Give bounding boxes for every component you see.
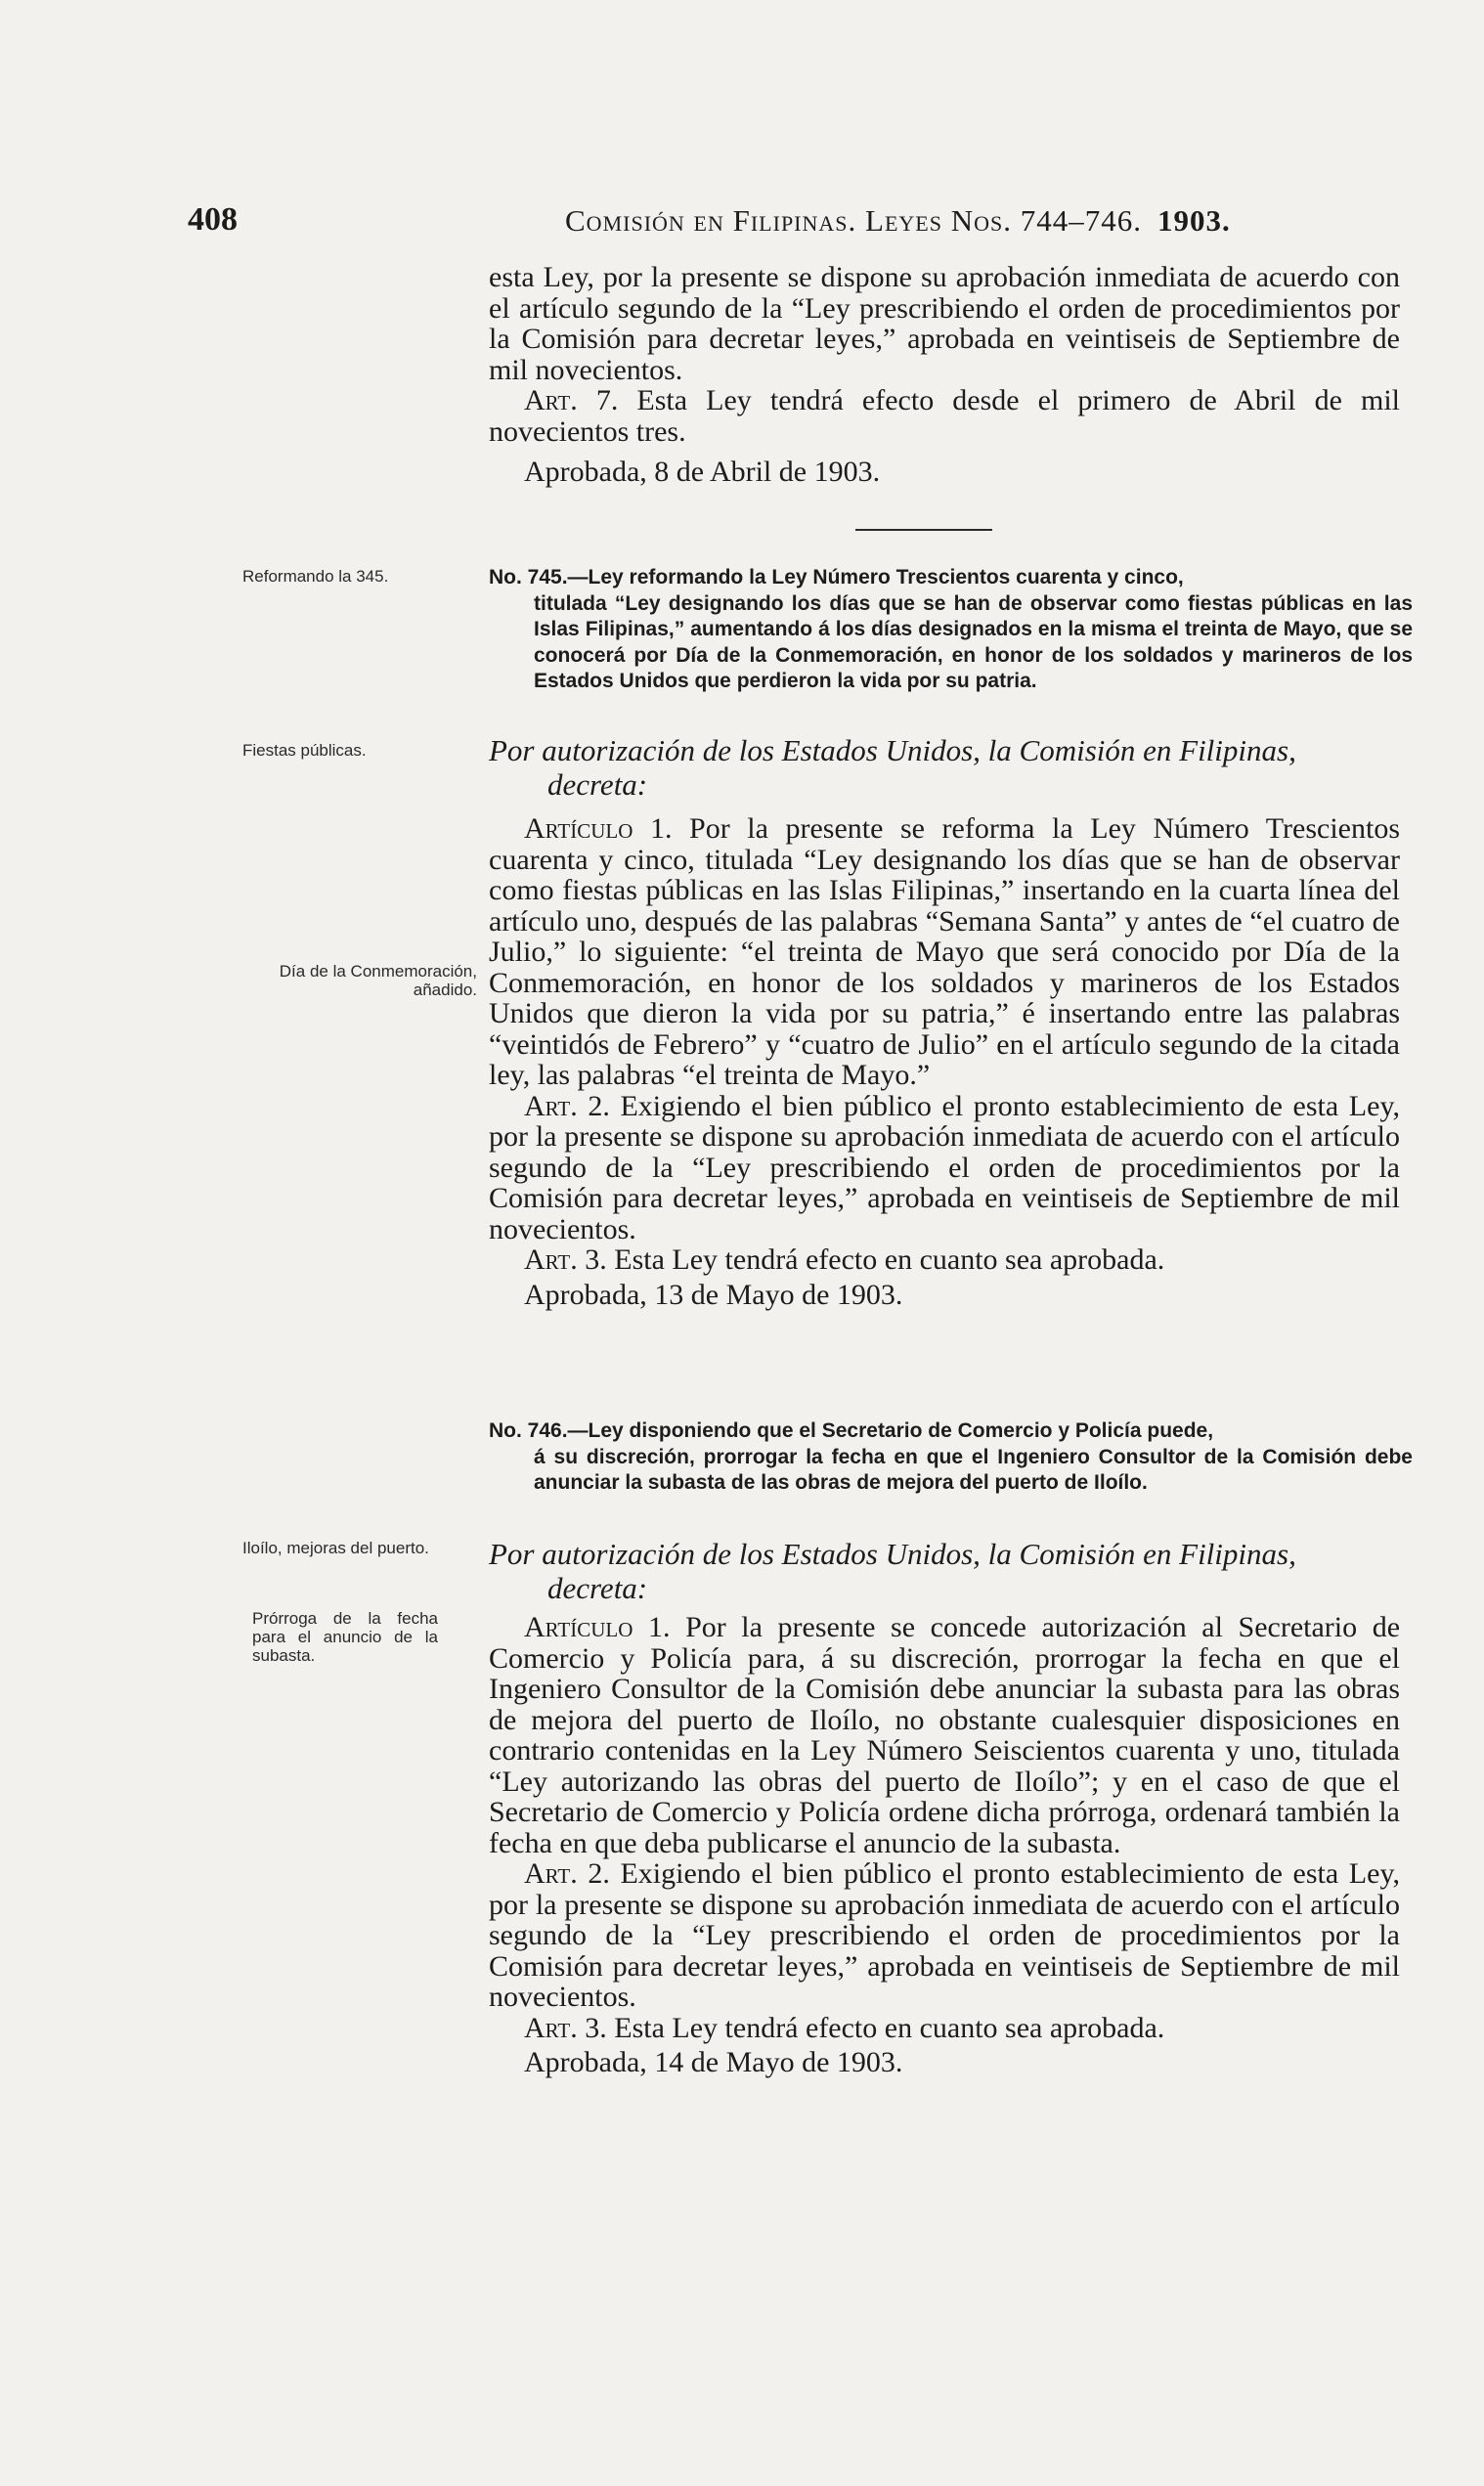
law-746-title-first: No. 746.—Ley disponiendo que el Secretario de Comercio y Policía puede, — [489, 1419, 1214, 1442]
law-745-enacting — [489, 733, 1400, 802]
article-1: Artículo 1. Por la presente se reforma la Ley Número Trescientos cuarenta y cinco, titulada “Ley designando los días que se han de observar como fiestas públicas en las Islas Filipinas,” insertando en la cuarta línea del artículo uno, después de las palabras “Semana Santa” y antes de “el cuatro de Julio,” lo siguiente: “el treinta de Mayo que será conocido por Día de la Conmemoración, en honor de los soldados y marineros de los Estados Unidos que dieron la vida por su patria,” é insertando entre las palabras “veintidós de Febrero” y “cuatro de Julio” en el artículo segundo de la citada ley, las palabras “el treinta de Mayo.” — [489, 812, 1400, 1091]
law-746-title-rest: á su discreción, prorrogar la fecha en que el Ingeniero Consultor de la Comisión debe anunciar la subasta de las obras de mejora del puerto de Iloílo. — [534, 1445, 1413, 1494]
article-label: Art. 3. — [524, 2011, 607, 2044]
approval-date: Aprobada, 13 de Mayo de 1903. — [524, 1278, 903, 1311]
enacting-clause: Por autorización de los Estados Unidos, la Comisión en Filipinas, — [489, 733, 1296, 767]
margin-note-reformando: Reformando la 345. — [242, 567, 389, 586]
article-3: Art. 3. Esta Ley tendrá efecto en cuanto sea aprobada. — [524, 1243, 1165, 1276]
article-2: Art. 2. Exigiendo el bien público el pronto establecimiento de esta Ley, por la presente se dispone su aprobación inmediata de acuerdo con el artículo segundo de la “Ley prescribiendo el orden de procedimientos por la Comisión para decretar leyes,” aprobada en veintiseis de Septiembre de mil novecientos. — [489, 1857, 1401, 2013]
law-746-body — [489, 1612, 1400, 2077]
article-label: Art. 2. — [524, 1857, 610, 1890]
running-title: Comisión en Filipinas. Leyes Nos. 744–746. 1903. — [565, 203, 1231, 238]
article-label: Art. 2. — [524, 1089, 610, 1122]
law-744-continuation — [489, 262, 1400, 487]
law-745-body — [489, 813, 1400, 1310]
decreta: decreta: — [547, 767, 648, 802]
decreta: decreta: — [547, 1571, 648, 1605]
law-745-title-first: No. 745.—Ley reformando la Ley Número Trescientos cuarenta y cinco, — [489, 566, 1184, 589]
article-2: Art. 2. Exigiendo el bien público el pronto establecimiento de esta Ley, por la presente se dispone su aprobación inmediata de acuerdo con el artículo segundo de la “Ley prescribiendo el orden de procedimientos por la Comisión para decretar leyes,” aprobada en veintiseis de Septiembre de mil novecientos. — [489, 1089, 1401, 1245]
running-year: 1903. — [1157, 203, 1231, 238]
law-746-enacting — [489, 1537, 1400, 1605]
continuation-paragraph: esta Ley, por la presente se dispone su aprobación inmediata de acuerdo con el artículo segundo de la “Ley prescribiendo el orden de procedimientos por la Comisión para decretar leyes,” aprobada en veintiseis de Septiembre de mil novecientos. — [489, 261, 1400, 386]
approval-date: Aprobada, 14 de Mayo de 1903. — [524, 2046, 903, 2078]
margin-note-prorroga: Prórroga de la fecha para el anuncio de la subasta. — [252, 1609, 438, 1665]
section-divider — [855, 529, 992, 531]
running-header — [0, 201, 1484, 240]
law-746-title — [489, 1418, 1413, 1497]
enacting-clause: Por autorización de los Estados Unidos, la Comisión en Filipinas, — [489, 1537, 1296, 1571]
article-label: Art. 7. — [524, 384, 619, 416]
article-3: Art. 3. Esta Ley tendrá efecto en cuanto sea aprobada. — [524, 2011, 1165, 2044]
law-745-title-rest: titulada “Ley designando los días que se han de observar como fiestas públicas en las Islas Filipinas,” aumentando á los días designados en la misma el treinta de Mayo, que se conocerá por Día de la Conmemoración, en honor de los soldados y marineros de los Estados Unidos que perdieron la vida por su patria. — [534, 591, 1413, 692]
margin-note-iloilo: Iloílo, mejoras del puerto. — [242, 1539, 429, 1557]
article-7: Art. 7. Esta Ley tendrá efecto desde el primero de Abril de mil novecientos tres. — [489, 384, 1401, 448]
article-label: Artículo 1. — [524, 1611, 671, 1643]
approval-date: Aprobada, 8 de Abril de 1903. — [524, 456, 881, 488]
page-number: 408 — [188, 201, 238, 238]
law-745-title — [489, 565, 1413, 695]
article-label: Artículo 1. — [524, 812, 673, 845]
margin-note-fiestas: Fiestas públicas. — [242, 741, 367, 760]
margin-note-dia-conmemoracion: Día de la Conmemoración, añadido. — [279, 962, 477, 999]
article-1: Artículo 1. Por la presente se concede autorización al Secretario de Comercio y Policía para, á su discreción, prorrogar la fecha en que el Ingeniero Consultor de la Comisión debe anunciar la subasta para las obras de mejora del puerto de Iloílo, no obstante cualesquier disposiciones en contrario contenidas en la Ley Número Seiscientos cuarenta y uno, titulada “Ley autorizando las obras del puerto de Iloílo”; y en el caso de que el Secretario de Comercio y Policía ordene dicha prórroga, ordenará también la fecha en que deba publicarse el anuncio de la subasta. — [489, 1611, 1401, 1859]
article-label: Art. 3. — [524, 1243, 607, 1276]
